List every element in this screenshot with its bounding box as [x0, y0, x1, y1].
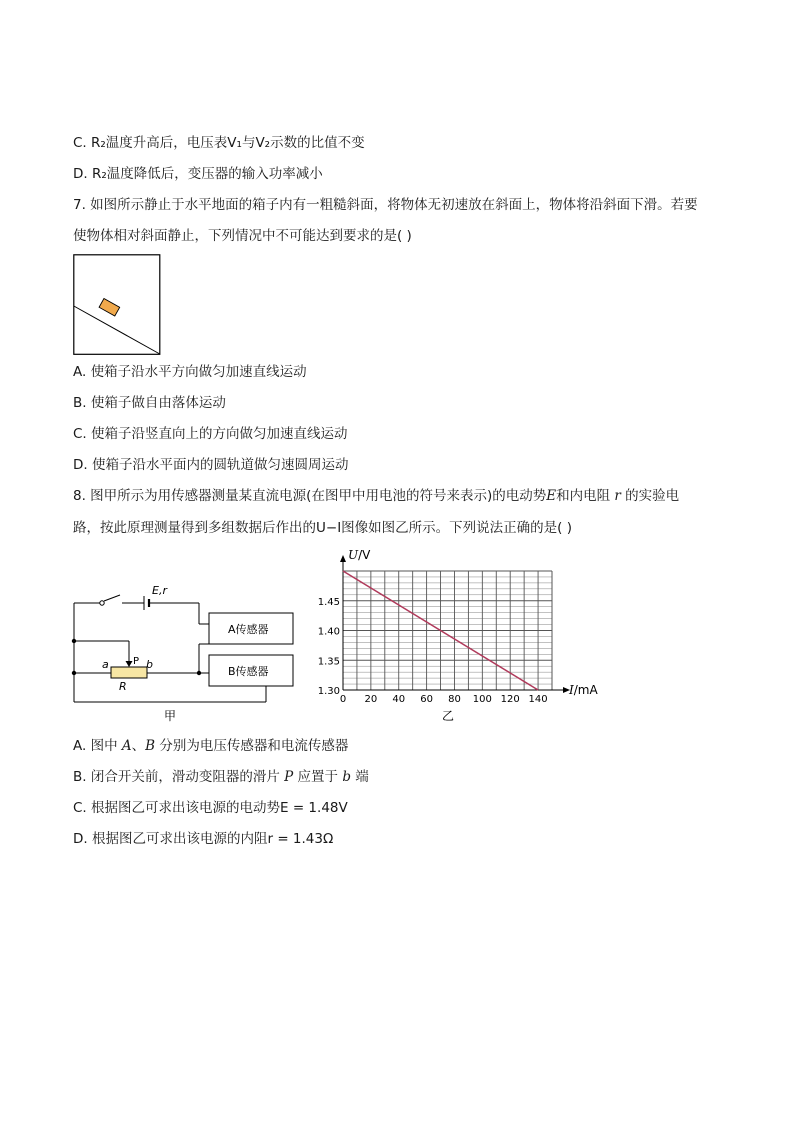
- junction-dot: [72, 671, 76, 675]
- y-tick-label: 1.45: [317, 596, 340, 608]
- y-axis-arrow: [340, 555, 346, 562]
- q7-option-c: C. 使箱子沿竖直向上的方向做匀加速直线运动: [73, 426, 348, 442]
- switch-contact: [100, 601, 104, 605]
- y-tick-label: 1.35: [317, 656, 340, 668]
- q8-option-a: A. 图中 A、B 分别为电压传感器和电流传感器: [73, 738, 349, 754]
- x-tick-label: 40: [392, 694, 406, 705]
- q6-option-c: C. R₂温度升高后，电压表V₁与V₂示数的比值不变: [73, 135, 365, 151]
- terminal-a-label: a: [102, 658, 109, 671]
- slider-arrow: [126, 661, 133, 667]
- circuit-diagram: [66, 578, 306, 730]
- q8-option-d: D. 根据图乙可求出该电源的内阻r = 1.43Ω: [73, 831, 334, 847]
- rheostat-body: [111, 667, 147, 678]
- emf-symbol: E: [546, 488, 557, 504]
- q8-stem-line2: 路，按此原理测量得到多组数据后作出的U−I图像如图乙所示。下列说法正确的是( ): [73, 520, 572, 536]
- q7-box-figure: [73, 254, 161, 360]
- q8-option-b: B. 闭合开关前，滑动变阻器的滑片 P 应置于 b 端: [73, 769, 369, 785]
- rheostat-label: R: [119, 680, 127, 693]
- x-tick-label: 120: [500, 694, 520, 705]
- terminal-b-label: b: [146, 658, 153, 671]
- q7-stem-line2: 使物体相对斜面静止，下列情况中不可能达到要求的是( ): [73, 228, 412, 244]
- q7-stem-line1: 7. 如图所示静止于水平地面的箱子内有一粗糙斜面，将物体无初速放在斜面上，物体将沿斜面下滑。若要: [73, 197, 698, 213]
- slider-label: P: [133, 656, 140, 667]
- box-outline: [74, 255, 160, 354]
- q7-option-d: D. 使箱子沿水平面内的圆轨道做匀速圆周运动: [73, 457, 349, 473]
- x-tick-label: 100: [472, 694, 492, 705]
- q7-option-b: B. 使箱子做自由落体运动: [73, 395, 226, 411]
- switch-blade: [104, 595, 120, 601]
- sensor-b-label: B传感器: [228, 665, 269, 678]
- q8-option-c: C. 根据图乙可求出该电源的电动势E = 1.48V: [73, 800, 348, 816]
- x-tick-label: 0: [339, 694, 347, 705]
- q6-option-d: D. R₂温度降低后，变压器的输入功率减小: [73, 166, 323, 182]
- y-tick-label: 1.30: [317, 686, 340, 697]
- ui-graph: [310, 546, 610, 730]
- x-tick-label: 140: [528, 694, 548, 705]
- y-tick-label: 1.40: [317, 626, 340, 638]
- q7-option-a: A. 使箱子沿水平方向做匀加速直线运动: [73, 364, 307, 380]
- junction-dot: [72, 639, 76, 643]
- x-tick-label: 60: [420, 694, 433, 705]
- q8-stem-line1: 8. 图甲所示为用传感器测量某直流电源(在图甲中用电池的符号来表示)的电动势E和内电阻 r 的实验电: [73, 488, 680, 504]
- x-axis-label: I/mA: [569, 683, 598, 697]
- sensor-a-label: A传感器: [228, 623, 269, 636]
- x-tick-label: 20: [364, 694, 378, 705]
- circuit-caption: 甲: [164, 709, 177, 723]
- graph-caption: 乙: [442, 709, 455, 723]
- resistance-symbol: r: [614, 488, 621, 504]
- x-tick-label: 80: [448, 694, 461, 705]
- y-axis-label: U/V: [348, 548, 371, 562]
- emf-label: E,r: [152, 584, 167, 597]
- junction-dot: [197, 671, 201, 675]
